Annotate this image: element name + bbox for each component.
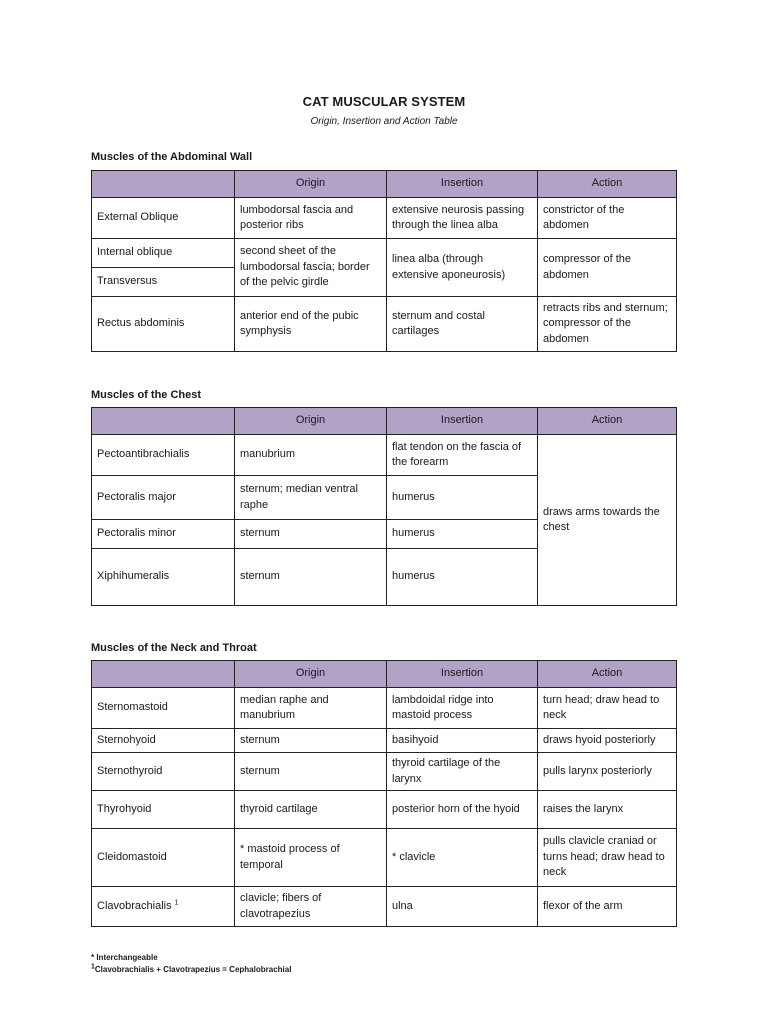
insertion-cell: humerus: [387, 520, 538, 549]
footnote-interchangeable: * Interchangeable: [91, 953, 158, 962]
table-row: [92, 729, 677, 753]
insertion-cell: linea alba (through extensive aponeurosis): [387, 239, 538, 297]
neck-heading: Muscles of the Neck and Throat: [91, 642, 257, 654]
footnote-ref: 1: [174, 899, 179, 907]
insertion-cell: basihyoid: [387, 729, 538, 753]
action-header: Action: [538, 408, 677, 435]
table-row: [92, 829, 677, 887]
muscle-name: Thyrohyoid: [92, 791, 235, 829]
neck-table: [91, 660, 677, 927]
insertion-header: Insertion: [387, 661, 538, 688]
origin-cell: manubrium: [235, 435, 387, 476]
origin-cell: sternum: [235, 729, 387, 753]
action-cell: pulls larynx posteriorly: [538, 753, 677, 791]
origin-cell: * mastoid process of temporal: [235, 829, 387, 887]
origin-cell: clavicle; fibers of clavotrapezius: [235, 887, 387, 927]
origin-cell: median raphe and manubrium: [235, 688, 387, 729]
abdominal-heading: Muscles of the Abdominal Wall: [91, 151, 253, 163]
page-title: CAT MUSCULAR SYSTEM: [302, 94, 466, 109]
table-row: [92, 887, 677, 927]
footnote-marker: 1: [91, 963, 95, 971]
muscle-name: Sternothyroid: [92, 753, 235, 791]
insertion-cell: * clavicle: [387, 829, 538, 887]
origin-header: Origin: [235, 661, 387, 688]
muscle-name: Sternomastoid: [92, 688, 235, 729]
insertion-header: Insertion: [387, 408, 538, 435]
table-row: [92, 753, 677, 791]
blank-header-cell: [92, 661, 235, 688]
muscle-name-text: Clavobrachialis: [97, 899, 172, 912]
footnote-clavobrachialis: [91, 965, 291, 974]
table-row: [92, 239, 677, 268]
origin-cell: second sheet of the lumbodorsal fascia; border of the pelvic girdle: [235, 239, 387, 297]
table-row: [92, 435, 677, 476]
insertion-header: Insertion: [387, 171, 538, 198]
muscle-name: Rectus abdominis: [92, 297, 235, 352]
action-header: Action: [538, 661, 677, 688]
action-cell: pulls clavicle craniad or turns head; draw head to neck: [538, 829, 677, 887]
muscle-name: Cleidomastoid: [92, 829, 235, 887]
abdominal-table: [91, 170, 677, 352]
action-cell: raises the larynx: [538, 791, 677, 829]
table-row: [92, 791, 677, 829]
page-subtitle: Origin, Insertion and Action Table: [310, 116, 458, 127]
muscle-name: Pectoralis major: [92, 476, 235, 520]
insertion-cell: humerus: [387, 476, 538, 520]
muscle-name: Xiphihumeralis: [92, 549, 235, 606]
insertion-cell: flat tendon on the fascia of the forearm: [387, 435, 538, 476]
insertion-cell: lambdoidal ridge into mastoid process: [387, 688, 538, 729]
shared-action-cell: draws arms towards the chest: [538, 435, 677, 606]
action-cell: turn head; draw head to neck: [538, 688, 677, 729]
origin-header: Origin: [235, 171, 387, 198]
origin-cell: sternum: [235, 753, 387, 791]
footnote-text: Clavobrachialis + Clavotrapezius = Cephalobrachial: [94, 965, 292, 974]
action-cell: draws hyoid posteriorly: [538, 729, 677, 753]
action-cell: flexor of the arm: [538, 887, 677, 927]
action-cell: compressor of the abdomen: [538, 239, 677, 297]
action-cell: retracts ribs and sternum; compressor of the abdomen: [538, 297, 677, 352]
table-row: [92, 688, 677, 729]
muscle-name: Pectoantibrachialis: [92, 435, 235, 476]
insertion-cell: sternum and costal cartilages: [387, 297, 538, 352]
insertion-cell: extensive neurosis passing through the linea alba: [387, 198, 538, 239]
origin-cell: sternum: [235, 520, 387, 549]
action-cell: constrictor of the abdomen: [538, 198, 677, 239]
insertion-cell: humerus: [387, 549, 538, 606]
blank-header-cell: [92, 408, 235, 435]
muscle-name: Pectoralis minor: [92, 520, 235, 549]
muscle-name: Transversus: [92, 268, 235, 297]
table-header-row: [92, 171, 677, 198]
origin-header: Origin: [235, 408, 387, 435]
muscle-name: External Oblique: [92, 198, 235, 239]
origin-cell: lumbodorsal fascia and posterior ribs: [235, 198, 387, 239]
insertion-cell: ulna: [387, 887, 538, 927]
origin-cell: anterior end of the pubic symphysis: [235, 297, 387, 352]
blank-header-cell: [92, 171, 235, 198]
muscle-name: Sternohyoid: [92, 729, 235, 753]
origin-cell: thyroid cartilage: [235, 791, 387, 829]
insertion-cell: posterior horn of the hyoid: [387, 791, 538, 829]
table-header-row: [92, 661, 677, 688]
insertion-cell: thyroid cartilage of the larynx: [387, 753, 538, 791]
chest-heading: Muscles of the Chest: [91, 389, 202, 401]
table-header-row: [92, 408, 677, 435]
origin-cell: sternum: [235, 549, 387, 606]
chest-table: [91, 407, 677, 606]
muscle-name: Internal oblique: [92, 239, 235, 268]
origin-cell: sternum; median ventral raphe: [235, 476, 387, 520]
table-row: [92, 297, 677, 352]
table-row: [92, 198, 677, 239]
action-header: Action: [538, 171, 677, 198]
muscle-name: [92, 887, 235, 927]
